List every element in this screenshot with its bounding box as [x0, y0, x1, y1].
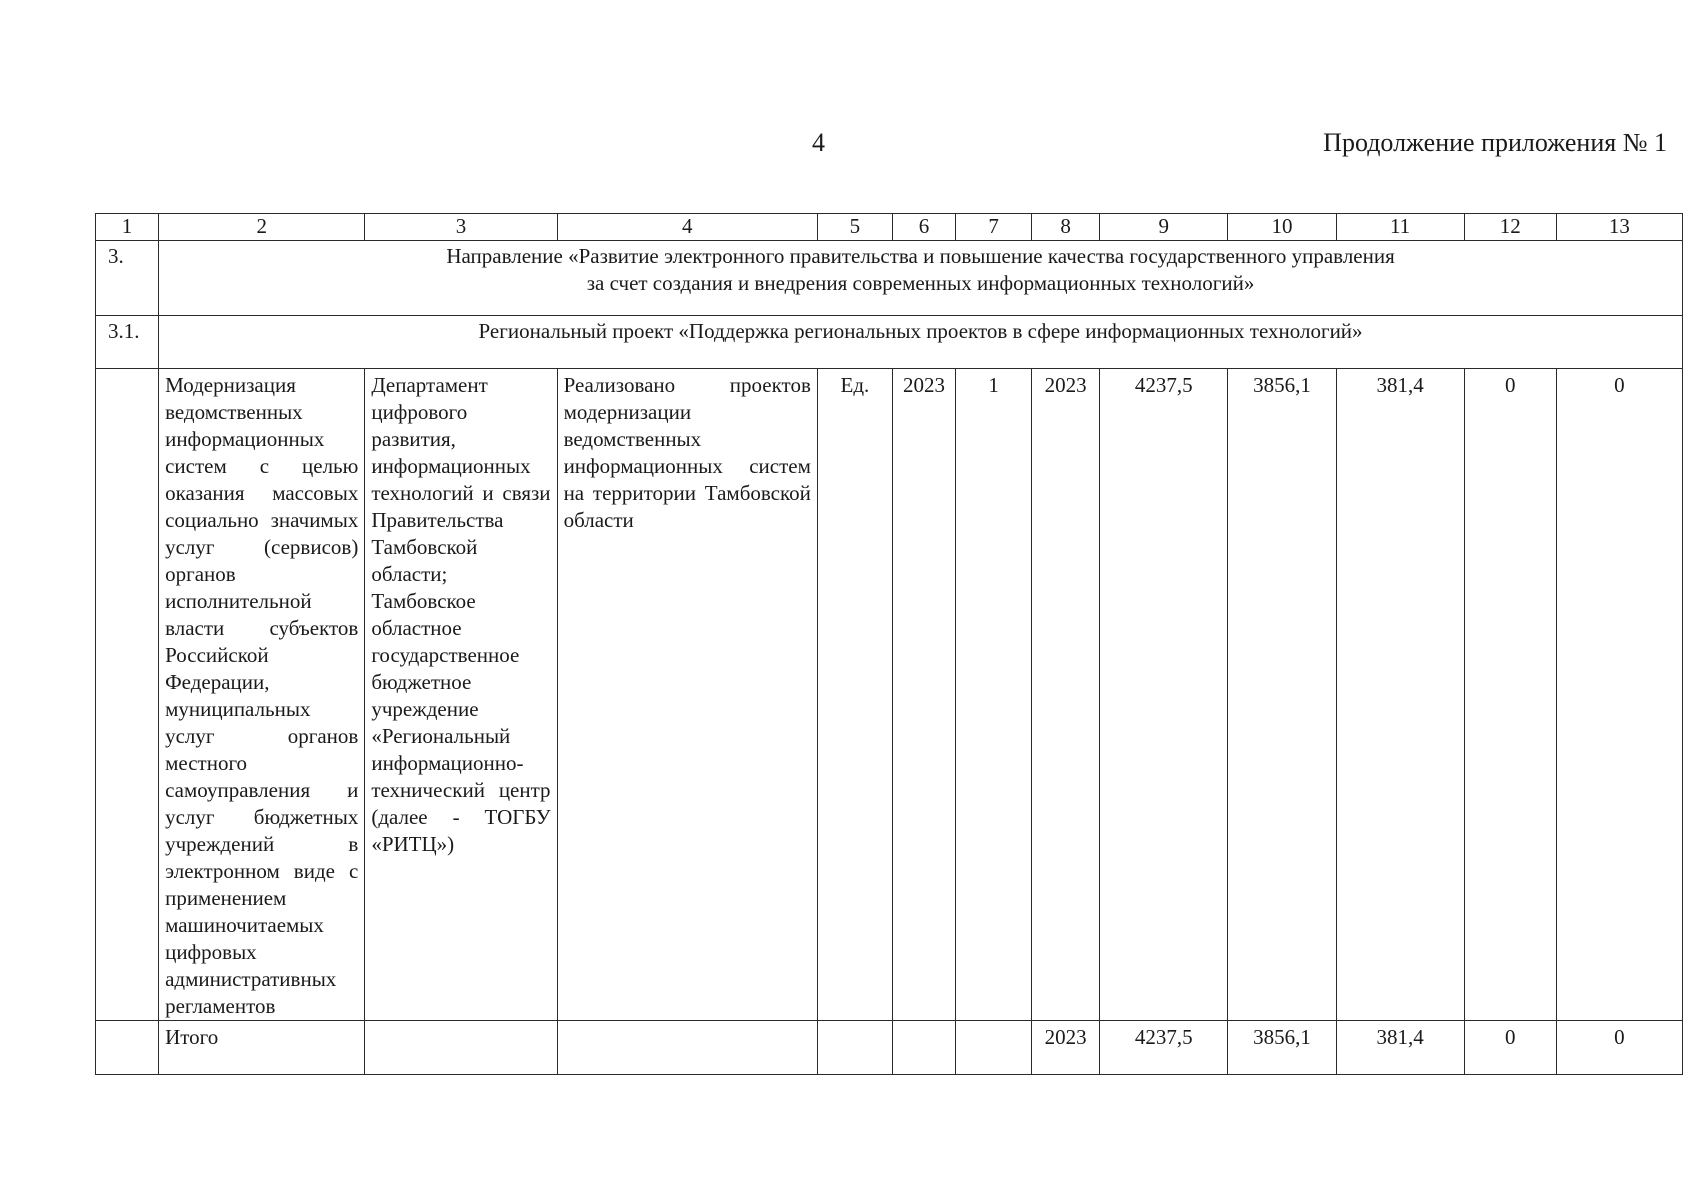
direction-row — [96, 241, 1683, 316]
total-funding-cell-10: 3856,1 — [1228, 1021, 1336, 1075]
year-cell: 2023 — [1032, 369, 1100, 1021]
column-number-cell: 2 — [159, 214, 365, 241]
total-empty-cell — [365, 1021, 557, 1075]
direction-title-line-2: за счет создания и внедрения современных информационных технологий» — [586, 271, 1255, 295]
direction-title-line-1: Направление «Развитие электронного правительства и повышение качества государственного управления — [446, 244, 1395, 268]
project-title: Региональный проект «Поддержка региональных проектов в сфере информационных технологий» — [159, 316, 1683, 369]
column-number-cell: 4 — [557, 214, 817, 241]
table-row — [96, 369, 1683, 1021]
direction-number: 3. — [96, 241, 159, 316]
column-number-cell: 1 — [96, 214, 159, 241]
appendix-continuation-title: Продолжение приложения № 1 — [1323, 128, 1667, 157]
project-number: 3.1. — [96, 316, 159, 369]
total-funding-cell: 4237,5 — [1100, 1021, 1228, 1075]
responsible-executor-cell: Департамент цифрового развития, информационных технологий и связи Правительства Тамбовской области; Тамбовское областное государственное бюджетное учреждение «Региональный информационно-технический центр (далее - ТОГБУ «РИТЦ») — [365, 369, 557, 1021]
funding-cell-13: 0 — [1556, 369, 1682, 1021]
total-label: Итого — [159, 1021, 365, 1075]
funding-cell-12: 0 — [1464, 369, 1556, 1021]
appendix-table — [95, 213, 1683, 1075]
column-number-cell: 13 — [1556, 214, 1682, 241]
column-number-cell: 6 — [892, 214, 955, 241]
total-empty-cell — [817, 1021, 892, 1075]
indicator-name-cell: Реализовано проектов модернизации ведомственных информационных систем на территории Тамбовской области — [557, 369, 817, 1021]
total-row — [96, 1021, 1683, 1075]
total-funding-cell-13: 0 — [1556, 1021, 1682, 1075]
column-number-cell: 5 — [817, 214, 892, 241]
project-row — [96, 316, 1683, 369]
funding-cell-10: 3856,1 — [1228, 369, 1336, 1021]
column-number-cell: 12 — [1464, 214, 1556, 241]
total-empty-cell — [96, 1021, 159, 1075]
funding-cell-11: 381,4 — [1336, 369, 1464, 1021]
column-number-cell: 10 — [1228, 214, 1336, 241]
total-funding-cell-12: 0 — [1464, 1021, 1556, 1075]
column-number-cell: 8 — [1032, 214, 1100, 241]
page-number: 4 — [812, 128, 825, 157]
total-year-cell: 2023 — [1032, 1021, 1100, 1075]
direction-title — [159, 241, 1683, 316]
funding-total-cell: 4237,5 — [1100, 369, 1228, 1021]
base-year-cell: 2023 — [892, 369, 955, 1021]
total-empty-cell — [557, 1021, 817, 1075]
indicator-value-cell: 1 — [956, 369, 1032, 1021]
total-empty-cell — [892, 1021, 955, 1075]
column-number-cell: 11 — [1336, 214, 1464, 241]
column-number-cell: 9 — [1100, 214, 1228, 241]
column-number-row — [96, 214, 1683, 241]
total-funding-cell-11: 381,4 — [1336, 1021, 1464, 1075]
row-number-cell — [96, 369, 159, 1021]
event-name-cell: Модернизация ведомственных информационных систем с целью оказания массовых социально значимых услуг (сервисов) органов исполнительной власти субъектов Российской Федерации, муниципальных услуг органов местного самоуправления и услуг бюджетных учреждений в электронном виде с применением машиночитаемых цифровых административных регламентов — [159, 369, 365, 1021]
total-empty-cell — [956, 1021, 1032, 1075]
unit-cell: Ед. — [817, 369, 892, 1021]
column-number-cell: 3 — [365, 214, 557, 241]
column-number-cell: 7 — [956, 214, 1032, 241]
